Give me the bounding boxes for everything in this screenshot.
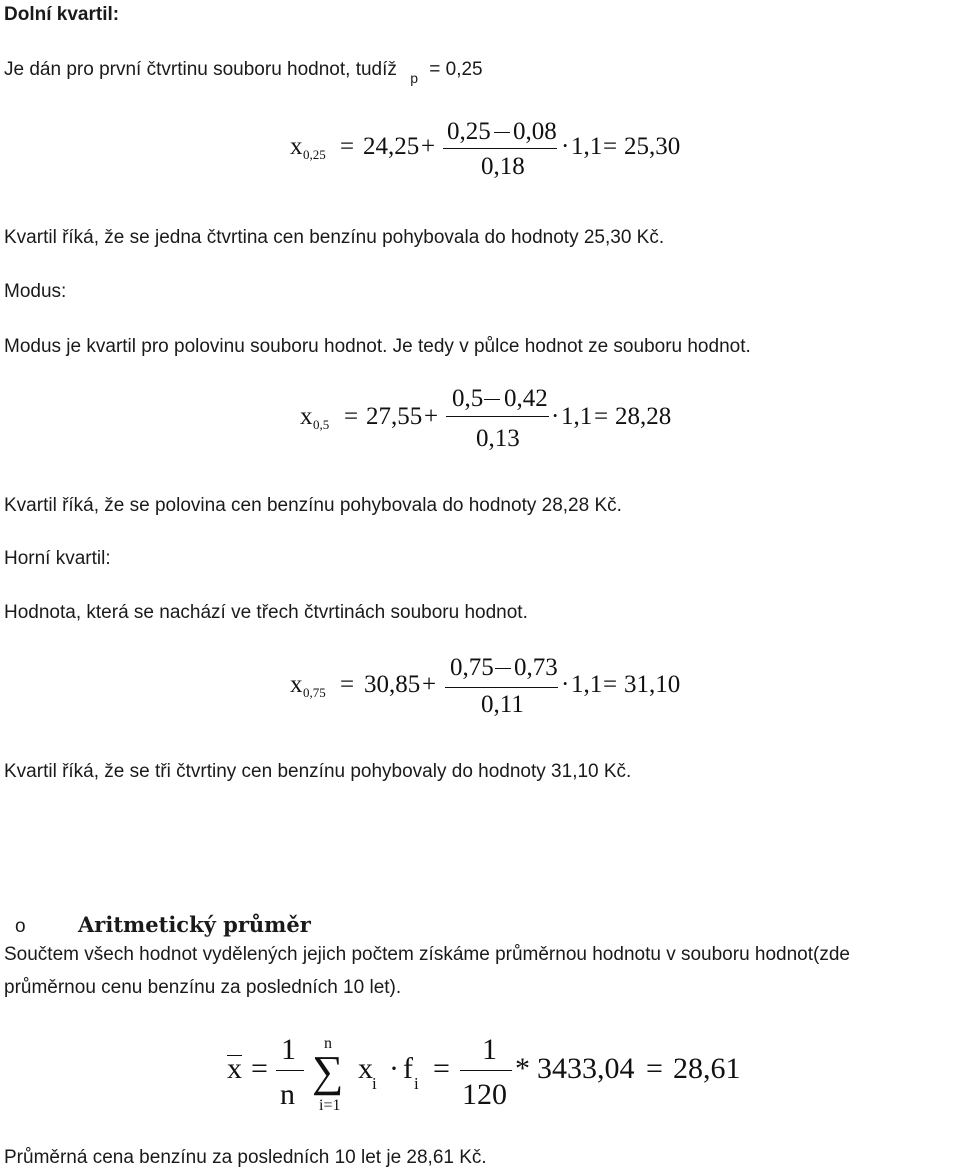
mean-eq: = [251,1052,268,1085]
formula-num-a: 0,75 [450,654,494,681]
formula-eq: = [340,133,355,160]
mean-heading: Aritmetický průměr [78,912,311,937]
formula-plus: + [422,671,437,698]
mean-conclusion: Průměrná cena benzínu za posledních 10 let je 28,61 Kč. [4,1147,487,1168]
upper-quartile-conclusion: Kvartil říká, že se tři čtvrtiny cen benzínu pohybovaly do hodnoty 31,10 Kč. [4,761,632,782]
one: 1 [281,1033,296,1066]
formula-var: x [290,133,303,160]
multiply-icon: * [515,1052,530,1085]
lower-quartile-heading: Dolní kvartil: [4,4,120,25]
formula-dot: · [561,671,570,698]
p-value: = 0,25 [429,59,483,80]
formula-num-b: 0,73 [514,654,558,681]
formula-sub: 0,75 [303,685,326,700]
p-symbol: p [410,70,418,86]
formula-result: 31,10 [624,671,681,698]
mode-intro: Modus je kvartil pro polovinu souboru hodnot. Je tedy v půlce hodnot ze souboru hodnot. [4,336,751,357]
formula-num-a: 0,25 [447,118,491,145]
formula-eq2: = [594,403,609,430]
sigma-icon: ∑ [312,1047,344,1096]
upper-quartile-heading: Horní kvartil: [4,548,111,569]
mode-conclusion: Kvartil říká, že se polovina cen benzínu pohybovala do hodnoty 28,28 Kč. [4,495,622,516]
minus-sign [495,668,511,669]
formula-var: x [300,403,313,430]
fraction-bar [276,1070,304,1071]
mean-text-line2: průměrnou cenu benzínu za posledních 10 let). [4,977,402,998]
mean-result: 28,61 [673,1052,741,1085]
fraction-bar [443,148,557,149]
formula-plus: + [424,403,439,430]
formula-den: 0,18 [481,153,525,180]
n-denominator: n [280,1078,295,1111]
formula-base: 24,25 [363,133,420,160]
formula-eq: = [344,403,359,430]
formula-sub: 0,5 [313,417,330,432]
f-i: f [403,1052,413,1085]
formula-den: 0,13 [476,425,520,452]
mean-text-line1: Součtem všech hodnot vydělených jejich počtem získáme průměrnou hodnotu v souboru hodnot(zde [4,944,850,965]
one2: 1 [482,1033,497,1066]
formula-factor: 1,1 [561,403,593,430]
formula-eq2: = [603,133,618,160]
mean-dot: · [389,1052,399,1085]
formula-result: 28,28 [615,403,672,430]
mean-eq3: = [646,1052,663,1085]
formula-result: 25,30 [624,133,681,160]
intro-text: Je dán pro první čtvrtinu souboru hodnot, tudíž [4,59,397,80]
formula-num-a: 0,5 [452,385,484,412]
formula-eq2: = [603,671,618,698]
fraction-bar-2 [460,1070,512,1071]
formula-base: 30,85 [364,671,421,698]
formula-sub: 0,25 [303,147,326,162]
formula-den: 0,11 [481,691,524,718]
formula-var: x [290,671,303,698]
formula-factor: 1,1 [571,671,603,698]
mean-value: 3433,04 [537,1052,635,1085]
formula-dot: · [551,403,560,430]
formula-plus: + [421,133,436,160]
formula-dot: · [561,133,570,160]
formula-eq: = [340,671,355,698]
den-120: 120 [462,1078,507,1111]
f-i-sub: i [414,1074,419,1093]
lower-quartile-conclusion: Kvartil říká, že se jedna čtvrtina cen benzínu pohybovala do hodnoty 25,30 Kč. [4,227,665,248]
mean-heading-row [15,912,311,938]
x-i: x [358,1052,373,1085]
fraction-bar [446,416,549,417]
formula-factor: 1,1 [571,133,603,160]
sum-lower: i=1 [319,1097,341,1114]
formula-num-b: 0,42 [504,385,548,412]
minus-sign [494,132,510,133]
bullet-icon: o [15,916,26,937]
fraction-bar [445,687,558,688]
lower-quartile-intro [4,59,483,86]
x-i-sub: i [372,1074,377,1093]
mode-heading: Modus: [4,281,67,302]
xbar: x [227,1052,242,1085]
formula-num-b: 0,08 [513,118,557,145]
minus-sign [484,399,500,400]
mean-eq2: = [433,1052,450,1085]
formula-base: 27,55 [366,403,423,430]
sum-upper: n [324,1035,332,1052]
upper-quartile-intro: Hodnota, která se nachází ve třech čtvrtinách souboru hodnot. [4,602,528,623]
